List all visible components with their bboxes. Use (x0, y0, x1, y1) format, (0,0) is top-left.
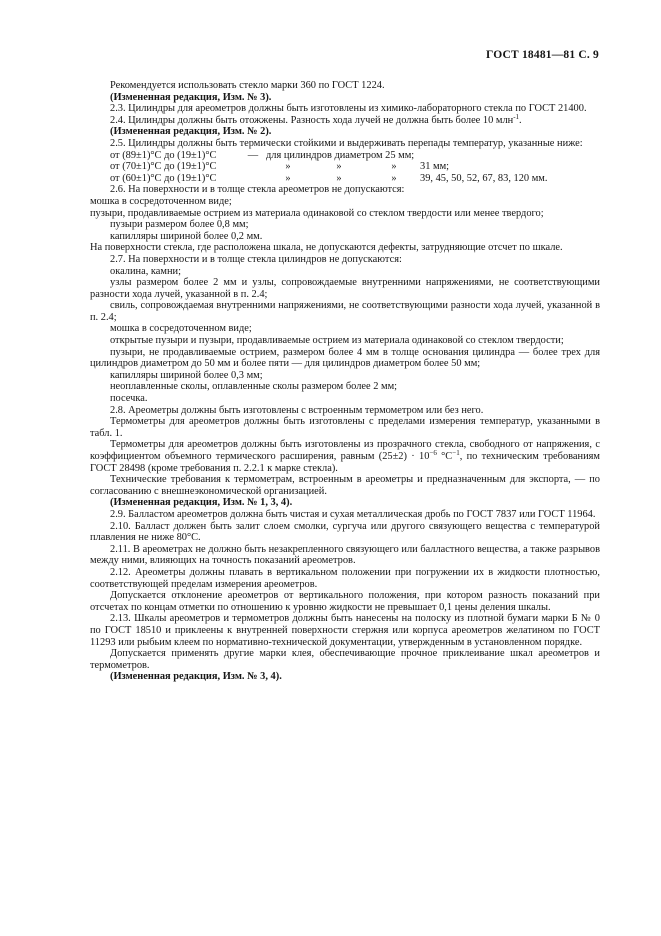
clause-2-5: 2.5. Цилиндры должны быть термически стойкими и выдерживать перепады температур, указанные ниже: (110, 137, 583, 149)
paragraph: Термометры для ареометров должны быть изготовлены из прозрачного стекла, свободного от напряжения, с коэффициентом объемного термического расширения, равным $(25\pm 2) \cdot 10^{-6}$ $^\circ С^{-1}$, по техническим требованиям ГОСТ 28498 (кроме требования п. 2.2.1 к марке стекла). (90, 439, 600, 474)
clause-2-3: 2.3. Цилиндры для ареометров должны быть изготовлены из химико-лабораторного стекла по ГОСТ 21400. (110, 103, 587, 115)
list-item: пузыри, продавливаемые острием из материала одинаковой со стеклом твердости или менее твердого; (90, 207, 544, 219)
clause-2-9: 2.9. Балластом ареометров должна быть чистая и сухая металлическая дробь по ГОСТ 7837 или ГОСТ 11964. (110, 508, 596, 520)
list-item: свиль, сопровождаемая внутренними напряжениями, не соответствующими разности хода лучей, указанной в п. 2.4; (90, 300, 600, 323)
list-item: пузыри размером более 0,8 мм; (110, 219, 249, 231)
list-item: мошка в сосредоточенном виде; (110, 323, 252, 335)
paragraph: Рекомендуется использовать стекло марки 360 по ГОСТ 1224. (110, 80, 385, 91)
page-header: ГОСТ 18481—81 С. 9 (486, 49, 599, 61)
list-item: узлы размером более 2 мм и узлы, сопровождаемые внутренними напряжениями, не соответствующими разности хода лучей, указанной в п. 2.4; (90, 277, 600, 300)
list-item: окалина, камни; (110, 265, 181, 277)
list-item: капилляры шириной более 0,2 мм. (110, 230, 263, 242)
clause-2-8: 2.8. Ареометры должны быть изготовлены с встроенным термометром или без него. (110, 404, 484, 416)
amendment-note: (Измененная редакция, Изм. № 2). (110, 126, 272, 138)
document-body (90, 80, 600, 683)
list-item: неоплавленные сколы, оплавленные сколы размером более 2 мм; (110, 381, 398, 393)
clause-2-7: 2.7. На поверхности и в толще стекла цилиндров не допускаются: (110, 253, 402, 265)
paragraph: Допускается отклонение ареометров от вертикального положения, при котором разность показаний при отсчетах по концам отметки по отношению к уровню жидкости не превышает 0,1 цены деления шкалы. (90, 590, 600, 613)
temperature-list: от (89±1)°С до (19±1)°С — для цилиндров диаметром 25 мм; от (70±1)°С до (19±1)°С » » » 31 мм; от (60±1)°С до (19±1)°С » » » 39, 45, 50, 52, 67, 83, 120 мм. (110, 149, 548, 184)
clause-2-11: 2.11. В ареометрах не должно быть незакрепленного связующего или балластного вещества, а также разрывов между ними, влияющих на точность показаний ареометров. (90, 543, 600, 567)
clause-2-13: 2.13. Шкалы ареометров и термометров должны быть нанесены на полоску из плотной бумаги марки Б № 0 по ГОСТ 18510 и приклеены к внутренней поверхности стержня или корпуса ареометров желатином по ГОСТ 11293 или рыбьим клеем по нормативно-технической документации, утвержденным в установленном порядке. (90, 613, 600, 648)
amendment-note: (Измененная редакция, Изм. № 1, 3, 4). (110, 497, 293, 509)
list-item: капилляры шириной более 0,3 мм; (110, 369, 263, 381)
list-item: посечка. (110, 393, 148, 405)
paragraph: Допускается применять другие марки клея, обеспечивающие прочное приклеивание шкал ареометров и термометров. (90, 648, 600, 671)
clause-2-4: 2.4. Цилиндры должны быть отожжены. Разность хода лучей не должна быть более 10 млн$^{-1}$. (110, 112, 522, 126)
paragraph: На поверхности стекла, где расположена шкала, не допускаются дефекты, затрудняющие отсчет по шкале. (90, 242, 563, 254)
clause-2-10: 2.10. Балласт должен быть залит слоем смолки, сургуча или другого связующего вещества с температурой плавления не ниже 80°С. (90, 520, 600, 544)
list-item: открытые пузыри и пузыри, продавливаемые острием из материала одинаковой со стеклом твердости; (110, 335, 564, 347)
paragraph: Технические требования к термометрам, встроенным в ареометры и предназначенным для экспорта, — по согласованию с внешнеэкономической организацией. (90, 474, 600, 497)
clause-2-6: 2.6. На поверхности и в толще стекла ареометров не допускаются: (110, 184, 405, 196)
list-item: мошка в сосредоточенном виде; (90, 195, 232, 207)
list-item: пузыри, не продавливаемые острием, размером более 4 мм в толще основания цилиндра — более трех для цилиндров диаметром до 50 мм и более пяти — для цилиндров диаметром более 50 мм; (90, 346, 600, 370)
paragraph: Термометры для ареометров должны быть изготовлены с пределами измерения температур, указанными в табл. 1. (90, 416, 600, 439)
clause-2-12: 2.12. Ареометры должны плавать в вертикальном положении при погружении их в жидкости плотностью, соответствующей пределам измерения ареометров. (90, 566, 600, 590)
amendment-note: (Измененная редакция, Изм. № 3). (110, 91, 272, 103)
amendment-note: (Измененная редакция, Изм. № 3, 4). (110, 671, 282, 683)
